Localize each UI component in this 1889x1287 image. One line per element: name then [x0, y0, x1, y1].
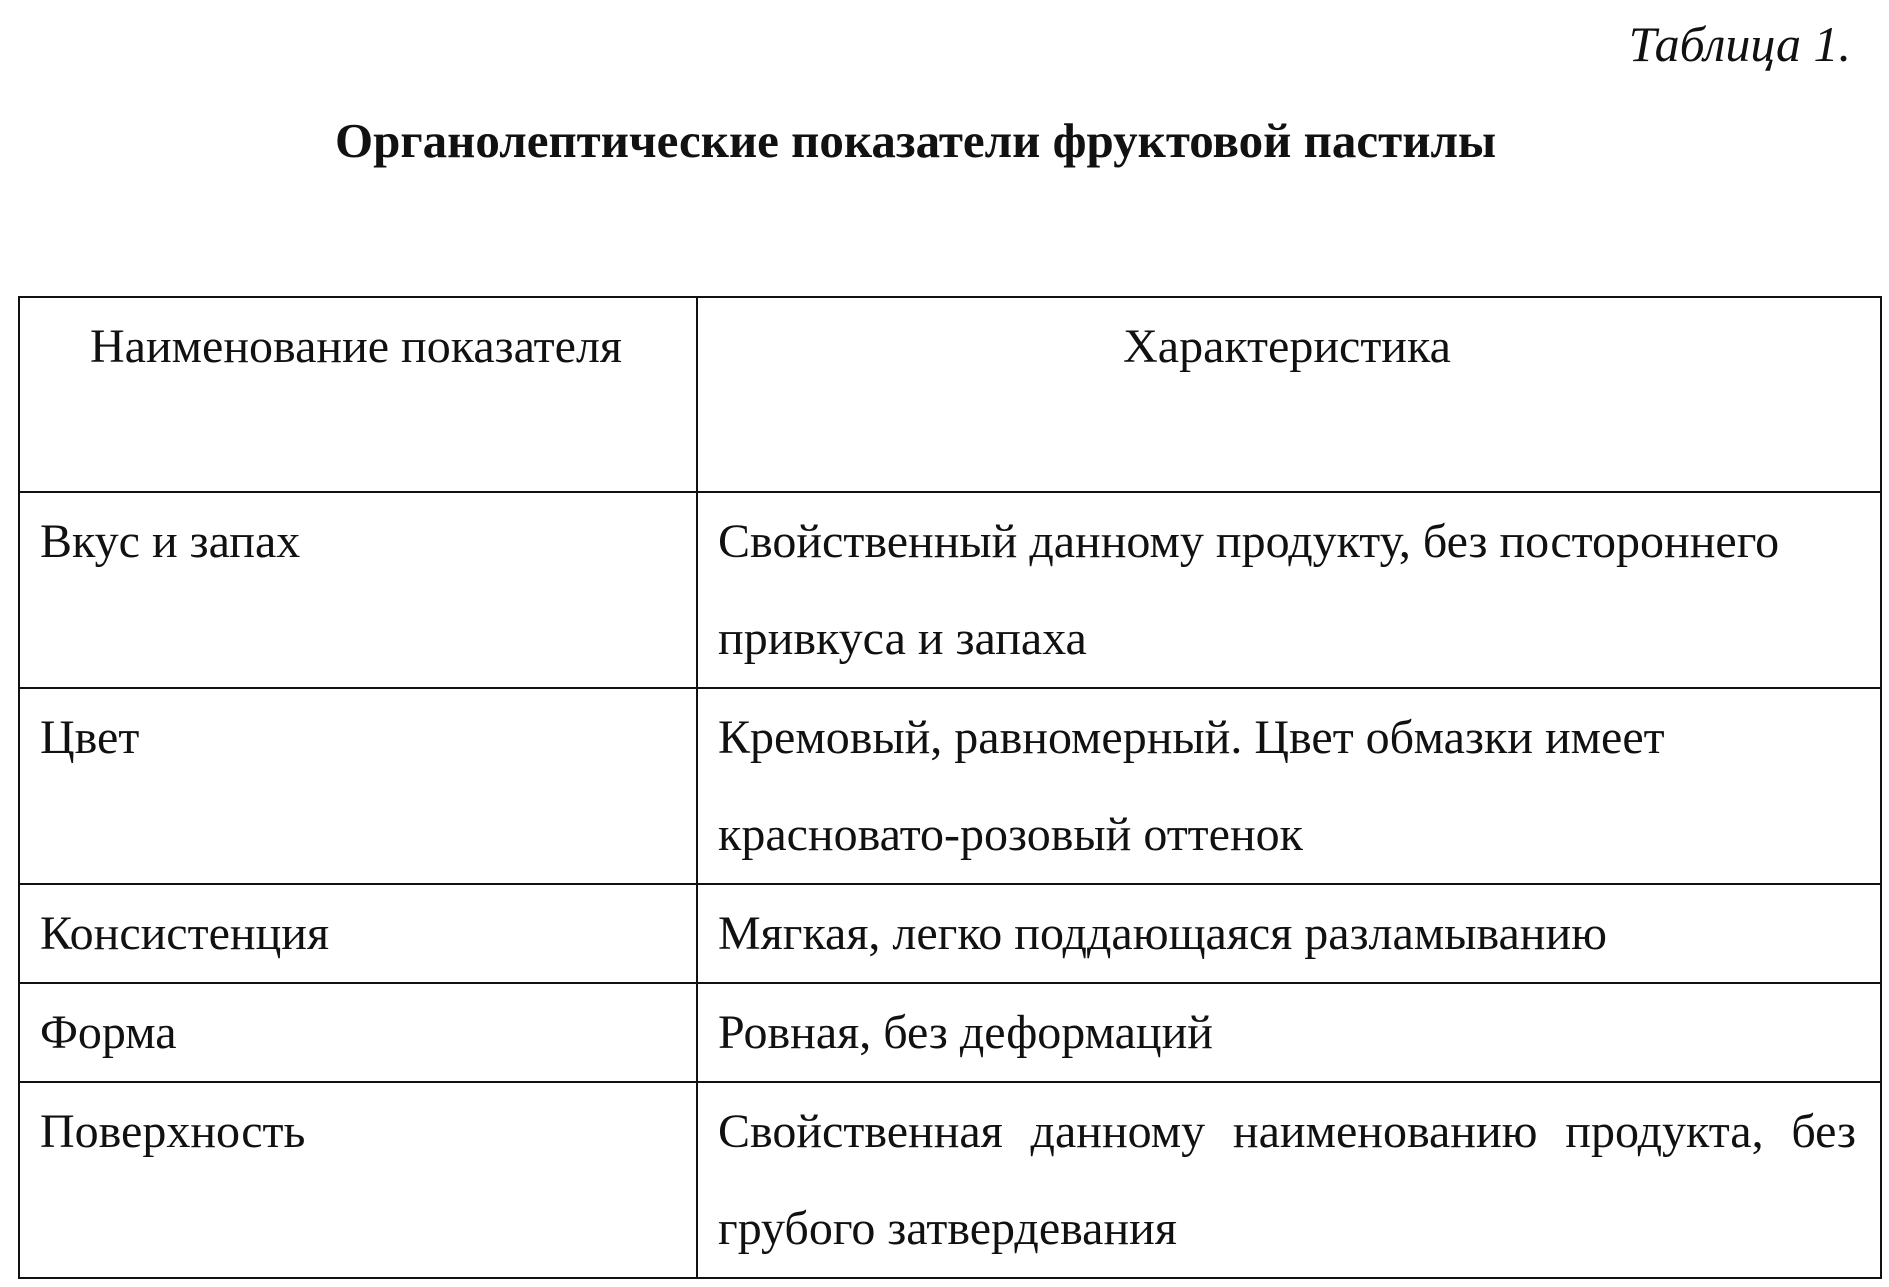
table-row — [19, 492, 1881, 688]
page-title: Органолептические показатели фруктовой пастилы — [335, 113, 1497, 168]
indicator-name-cell: Цвет — [19, 688, 697, 884]
header-characteristic: Характеристика — [697, 297, 1881, 492]
characteristic-cell: Свойственная данному наименованию продукта, без грубого затвердевания — [697, 1082, 1881, 1278]
table-row — [19, 688, 1881, 884]
characteristic-cell: Мягкая, легко поддающаяся разламыванию — [697, 884, 1881, 983]
indicator-name-cell: Поверхность — [19, 1082, 697, 1278]
header-indicator-name: Наименование показателя — [19, 297, 697, 492]
table-row — [19, 884, 1881, 983]
table-header-row — [19, 297, 1881, 492]
organoleptic-table — [18, 296, 1882, 1279]
table-row — [19, 1082, 1881, 1278]
characteristic-cell: Ровная, без деформаций — [697, 983, 1881, 1082]
indicator-name-cell: Форма — [19, 983, 697, 1082]
table-label: Таблица 1. — [1628, 16, 1851, 72]
characteristic-cell: Свойственный данному продукту, без постороннего привкуса и запаха — [697, 492, 1881, 688]
characteristic-cell: Кремовый, равномерный. Цвет обмазки имеет красновато-розовый оттенок — [697, 688, 1881, 884]
indicator-name-cell: Вкус и запах — [19, 492, 697, 688]
table-row — [19, 983, 1881, 1082]
indicator-name-cell: Консистенция — [19, 884, 697, 983]
